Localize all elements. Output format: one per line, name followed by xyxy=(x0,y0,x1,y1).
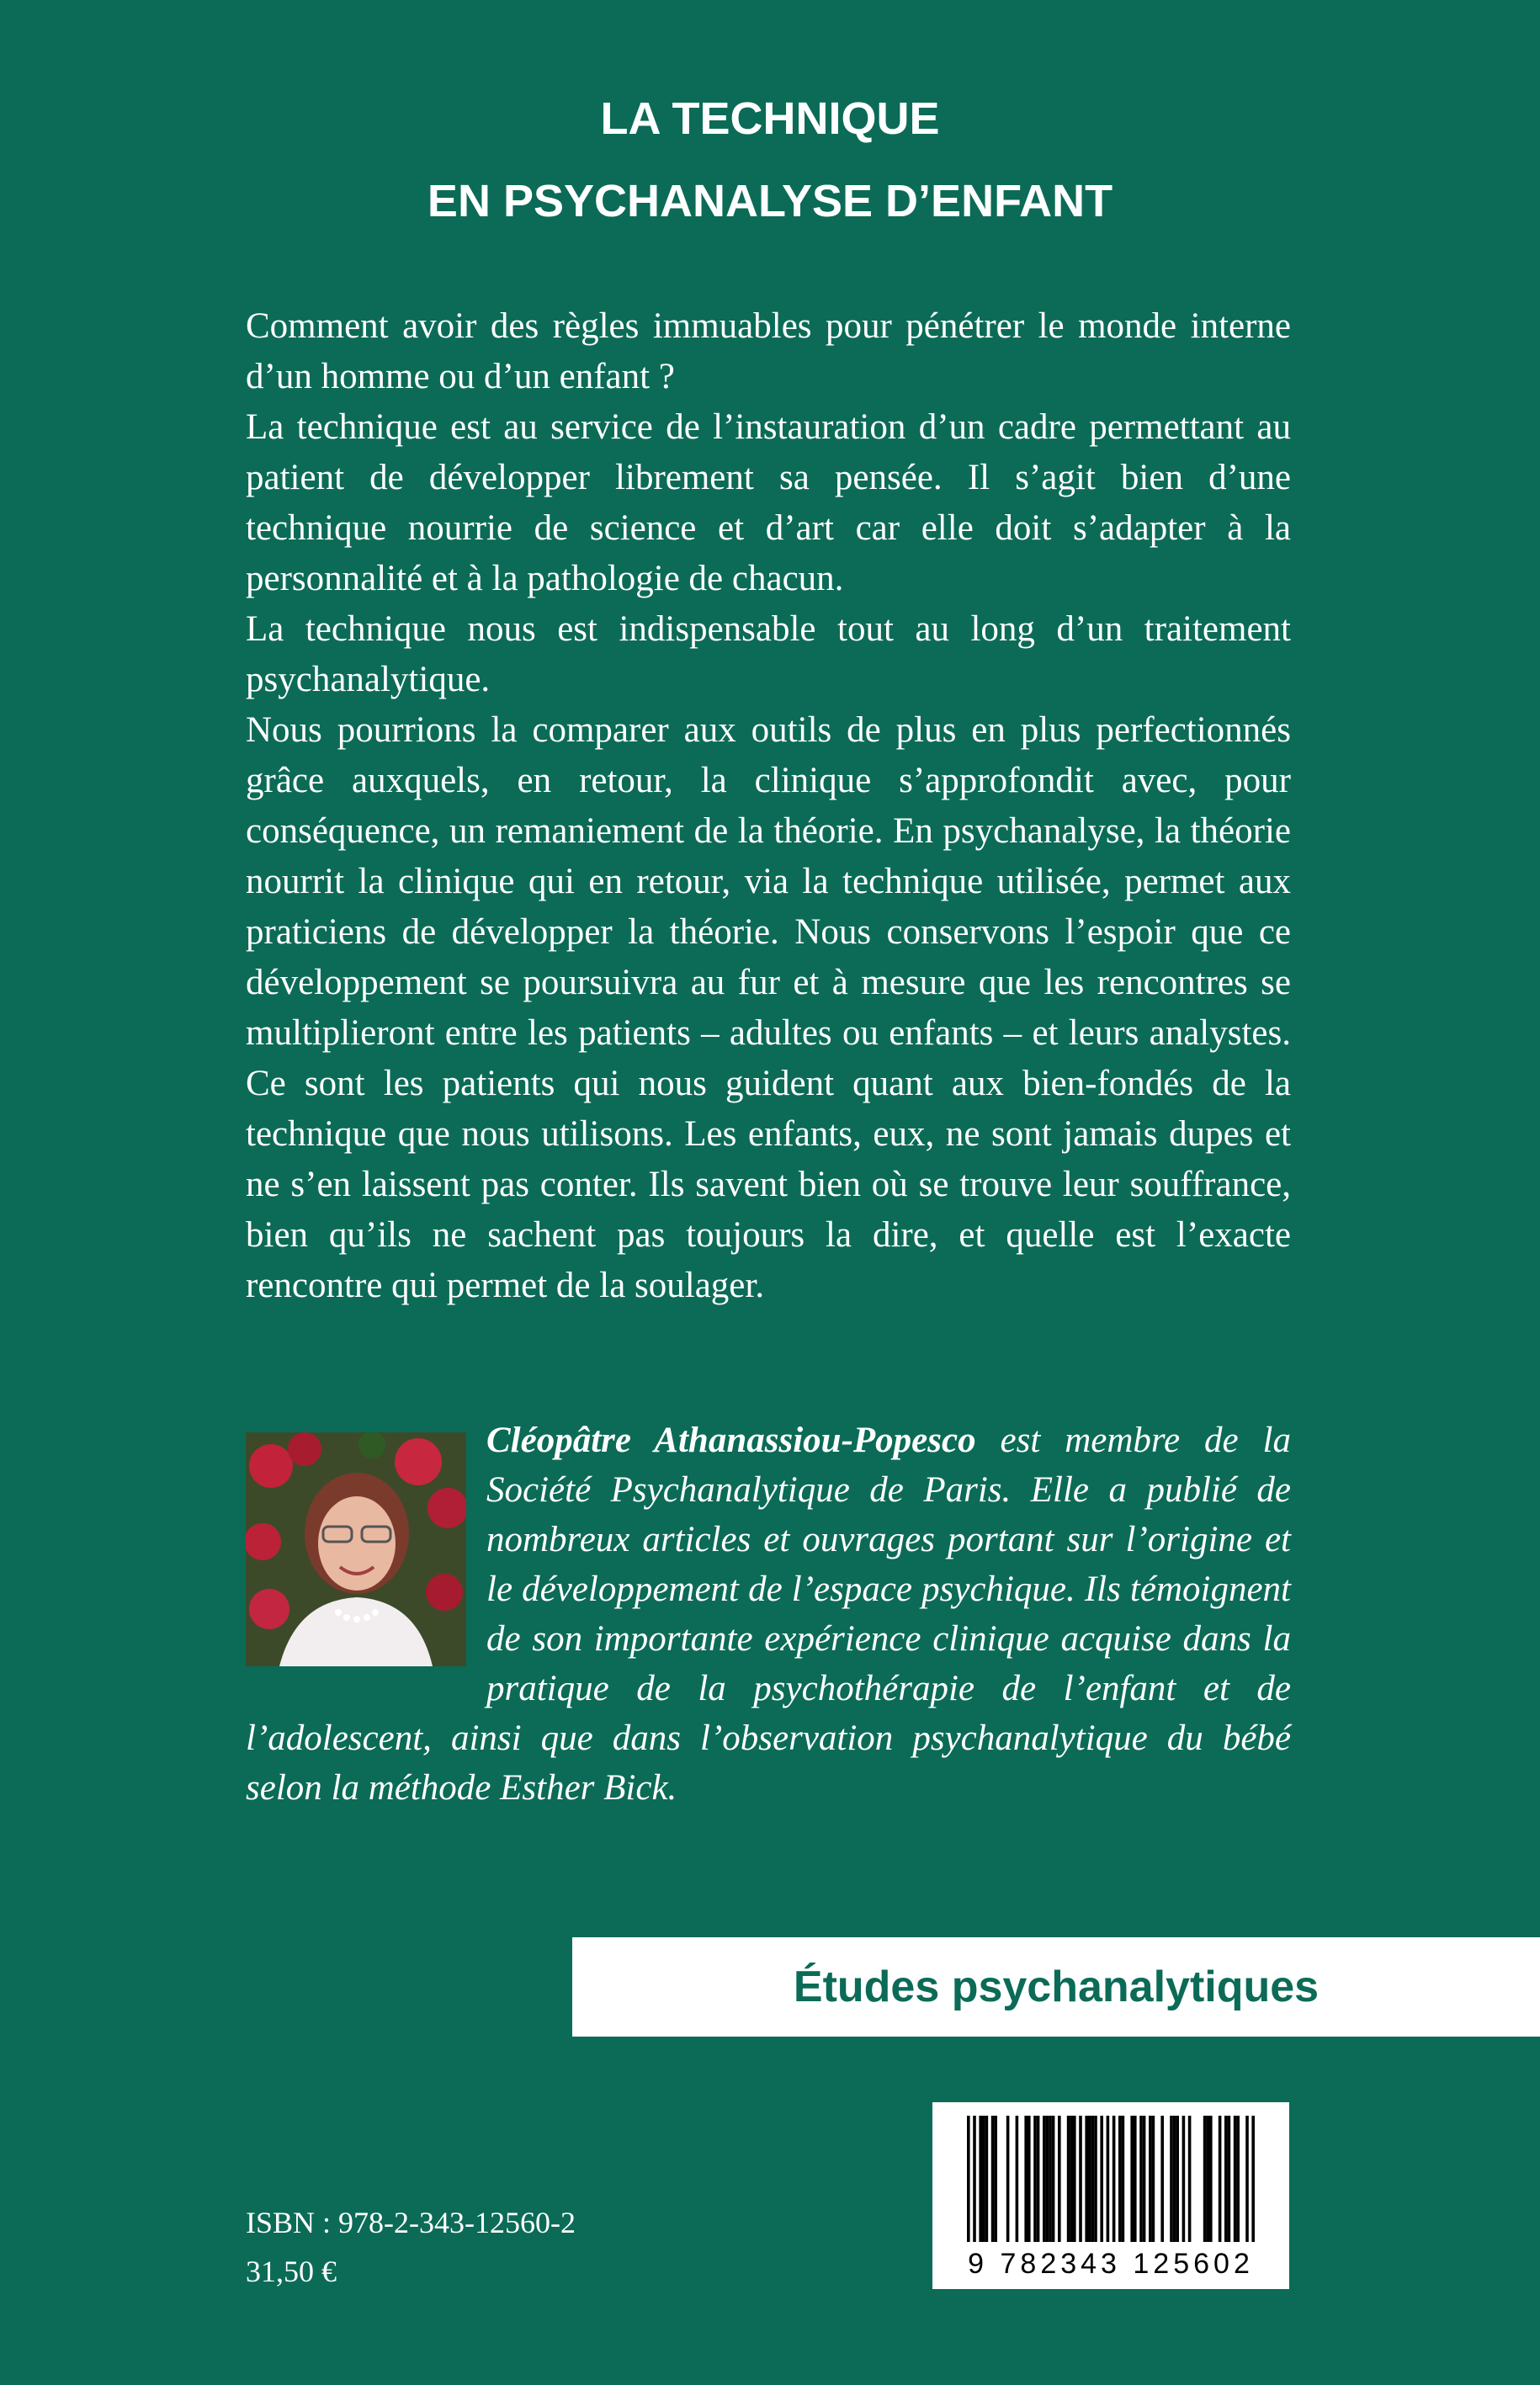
series-band xyxy=(572,1937,1540,2037)
barcode-bar xyxy=(1251,2116,1255,2242)
series-label: Études psychanalytiques xyxy=(793,1963,1320,2011)
isbn-label: ISBN : 978-2-343-12560-2 xyxy=(246,2206,576,2239)
barcode-bar xyxy=(1033,2116,1037,2242)
barcode-bar xyxy=(1170,2116,1173,2242)
barcode-bar xyxy=(982,2116,985,2242)
barcode-bar xyxy=(1134,2116,1137,2242)
barcode-bar xyxy=(1037,2116,1040,2242)
author-name: Cléopâtre Athanassiou-Popesco xyxy=(486,1421,976,1460)
barcode-bar xyxy=(1006,2116,1010,2242)
summary-paragraph-2: La technique est au service de l’instauration d’un cadre permettant au patient de développer librement sa pensée. Il s’agit bien d’une technique nourrie de science et d’art car elle doit s’adapter à la personnalité et à la pathologie de chacun. xyxy=(246,407,1291,598)
barcode-bar xyxy=(1188,2116,1192,2242)
author-bio-body: est membre de la Société Psychanalytique de Paris. Elle a publié de nombreux articles et ouvrages portant sur l’origine et le développement de l’espace psychique. Ils témoignent de son importante expérience clinique acquise dans la pratique de la psychothérapie de l’enfant et de l’adolescent, ainsi que dans l’observation psychanalytique du bébé selon la méthode Esther Bick. xyxy=(246,1421,1291,1808)
barcode-bar xyxy=(1122,2116,1125,2242)
barcode-bar xyxy=(1016,2116,1019,2242)
barcode-bar xyxy=(1149,2116,1152,2242)
title-line-2: EN PSYCHANALYSE D’ENFANT xyxy=(427,176,1113,226)
back-cover-summary xyxy=(246,301,1291,1311)
barcode-bar xyxy=(1049,2116,1052,2242)
barcode-bar xyxy=(1067,2116,1070,2242)
barcode-bar xyxy=(1228,2116,1231,2242)
barcode-bar xyxy=(1152,2116,1155,2242)
barcode-bar xyxy=(1143,2116,1146,2242)
barcode-bar xyxy=(1052,2116,1055,2242)
barcode-bar xyxy=(1139,2116,1143,2242)
barcode-bar xyxy=(1176,2116,1179,2242)
barcode-bar xyxy=(973,2116,976,2242)
barcode-bar xyxy=(991,2116,995,2242)
barcode-bar xyxy=(1088,2116,1091,2242)
barcode-bar xyxy=(1046,2116,1049,2242)
barcode-bar xyxy=(1113,2116,1116,2242)
barcode-bar xyxy=(1245,2116,1249,2242)
barcode-bar xyxy=(1209,2116,1213,2242)
barcode-bar xyxy=(1073,2116,1076,2242)
barcode-bar xyxy=(1173,2116,1176,2242)
barcode-bar xyxy=(1028,2116,1031,2242)
barcode xyxy=(932,2102,1289,2289)
barcode-bar xyxy=(1130,2116,1134,2242)
barcode-bar xyxy=(1070,2116,1073,2242)
barcode-bar xyxy=(1160,2116,1164,2242)
barcode-bar xyxy=(1118,2116,1122,2242)
price-label: 31,50 € xyxy=(246,2255,337,2288)
barcode-bar xyxy=(1224,2116,1228,2242)
book-title xyxy=(0,77,1540,242)
barcode-bar xyxy=(1058,2116,1061,2242)
author-bio xyxy=(246,1416,1291,1813)
barcode-bar xyxy=(1203,2116,1207,2242)
barcode-bar xyxy=(1234,2116,1237,2242)
barcode-digits: 9 782343 125602 xyxy=(968,2248,1254,2280)
summary-paragraph-3: La technique nous est indispensable tout au long d’un traitement psychanalytique. xyxy=(246,609,1291,699)
author-photo xyxy=(246,1432,466,1666)
barcode-bar xyxy=(1043,2116,1046,2242)
title-line-1: LA TECHNIQUE xyxy=(600,93,940,144)
summary-paragraph-4: Nous pourrions la comparer aux outils de plus en plus perfectionnés grâce auxquels, en retour, la clinique s’approfondit avec, pour conséquence, un remaniement de la théorie. En psychanalyse, la théorie nourrit la clinique qui en retour, via la technique utilisée, permet aux praticiens de développer la théorie. Nous conservons l’espoir que ce développement se poursuivra au fur et à mesure que les rencontres se multiplieront entre les patients – adultes ou enfants – et leurs analystes. Ce sont les patients qui nous guident quant aux bien-fondés de la technique que nous utilisons. Les enfants, eux, ne sont jamais dupes et ne s’en laissent pas conter. Ils savent bien où se trouve leur souffrance, bien qu’ils ne sachent pas toujours la dire, et quelle est l’exacte rencontre qui permet de la soulager. xyxy=(246,710,1291,1305)
barcode-bar xyxy=(1182,2116,1186,2242)
barcode-bar xyxy=(1094,2116,1097,2242)
barcode-bar xyxy=(967,2116,970,2242)
barcode-bar xyxy=(1206,2116,1209,2242)
barcode-bar xyxy=(1024,2116,1028,2242)
barcode-bar xyxy=(1107,2116,1110,2242)
barcode-bar xyxy=(1079,2116,1082,2242)
barcode-bar xyxy=(1091,2116,1095,2242)
publication-info xyxy=(246,2198,576,2296)
summary-paragraph-1: Comment avoir des règles immuables pour pénétrer le monde interne d’un homme ou d’un enfant ? xyxy=(246,306,1291,396)
barcode-bar xyxy=(1085,2116,1088,2242)
barcode-bar xyxy=(979,2116,982,2242)
barcode-bar xyxy=(994,2116,997,2242)
barcode-bar xyxy=(1236,2116,1240,2242)
barcode-bar xyxy=(985,2116,989,2242)
barcode-bar xyxy=(1219,2116,1222,2242)
barcode-bar xyxy=(1100,2116,1103,2242)
